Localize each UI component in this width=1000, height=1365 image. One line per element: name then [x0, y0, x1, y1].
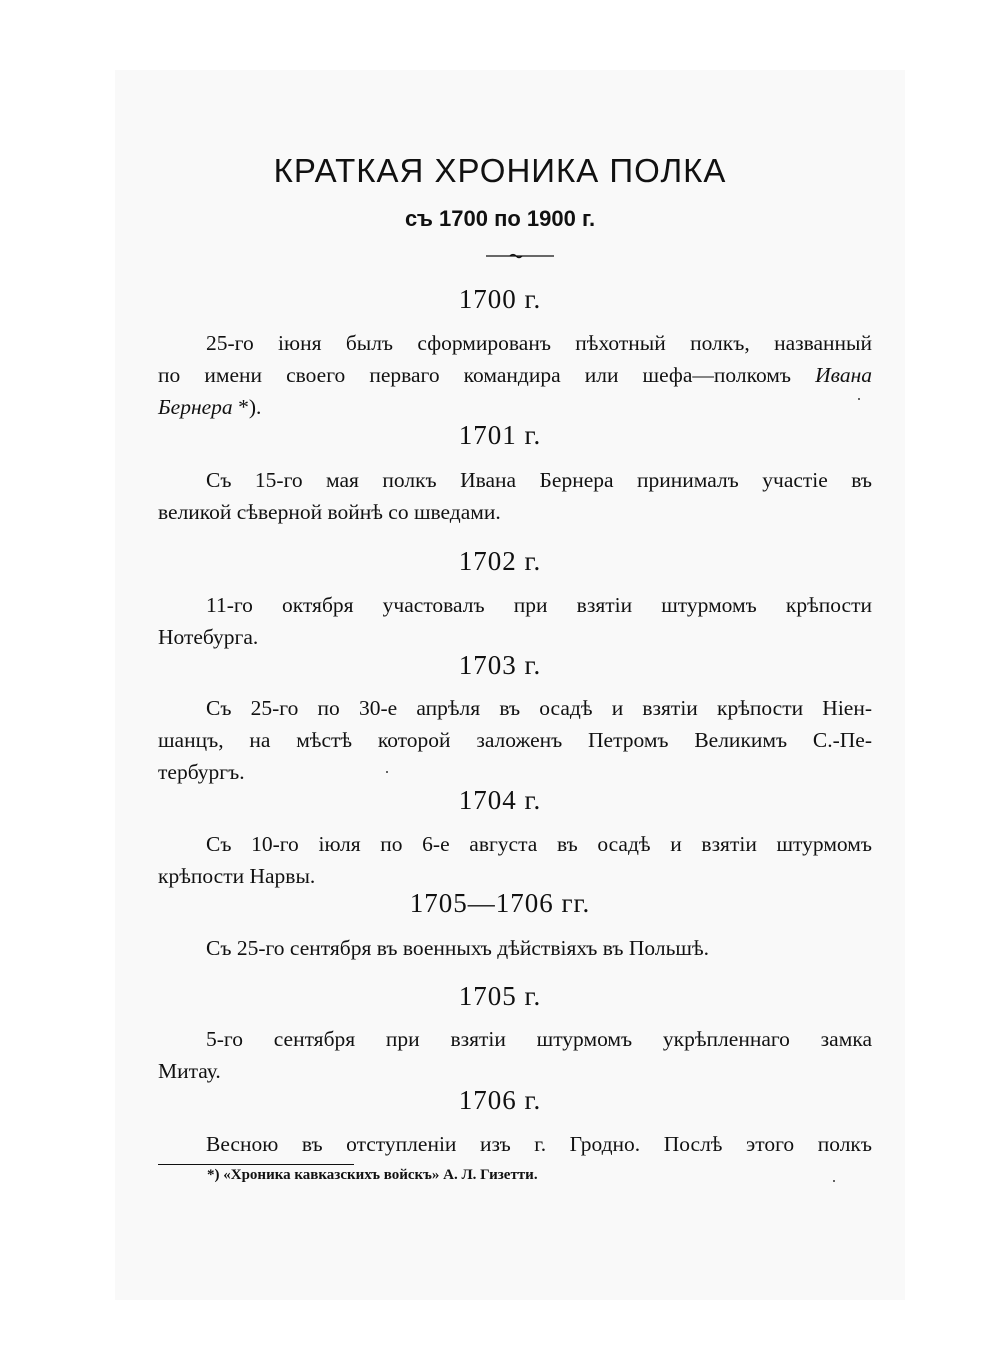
italic-name: Бернера — [158, 395, 233, 419]
entry-line: Съ 15-го мая полкъ Ивана Бернера принималъ участіе въ — [206, 468, 872, 492]
footnote-marker: *). — [238, 395, 262, 419]
entry-line: крѣпости Нарвы. — [158, 864, 316, 888]
entry-text-1706 — [158, 1128, 872, 1160]
entry-line: Нотебурга. — [158, 625, 259, 649]
entry-line — [158, 391, 872, 423]
footnote: *) «Хроника кавказскихъ войскъ» А. Л. Гизетти. — [207, 1167, 538, 1183]
year-heading-1704: 1704 г. — [458, 785, 542, 815]
year-heading-1705: 1705 г. — [458, 981, 542, 1011]
entry-line: 11-го октября участовалъ при взятіи штурмомъ крѣпости — [206, 593, 872, 617]
year-heading-1705-1706: 1705—1706 гг. — [409, 888, 591, 918]
entry-text-1704 — [158, 828, 872, 892]
page-subtitle: съ 1700 по 1900 г. — [404, 206, 596, 231]
entry-text-1703 — [158, 692, 872, 788]
year-heading-1706: 1706 г. — [458, 1085, 542, 1115]
entry-line: Съ 25-го по 30-е апрѣля въ осадѣ и взятіи крѣпости Ніен- — [206, 696, 872, 720]
entry-text-1705 — [158, 1023, 872, 1087]
entry-line: тербургъ. — [158, 760, 245, 784]
year-heading-1702: 1702 г. — [458, 546, 542, 576]
entry-text-1700 — [158, 327, 872, 423]
entry-text-1705-1706 — [158, 932, 872, 964]
year-heading-1701: 1701 г. — [458, 420, 542, 450]
entry-line: шанцъ, на мѣстѣ которой заложенъ Петромъ Великимъ С.-Пе- — [158, 728, 872, 752]
entry-line: великой сѣверной войнѣ со шведами. — [158, 500, 501, 524]
entry-line: 5-го сентября при взятіи штурмомъ укрѣпленнаго замка — [206, 1027, 872, 1051]
footnote-rule — [158, 1164, 354, 1165]
scan-speck — [833, 1180, 835, 1182]
ornament-divider-icon — [470, 251, 560, 261]
entry-line: Съ 10-го іюля по 6-е августа въ осадѣ и взятіи штурмомъ — [206, 832, 872, 856]
entry-line: Весною въ отступленіи изъ г. Гродно. Послѣ этого полкъ — [206, 1132, 872, 1156]
entry-line-text: по имени своего перваго командира или шефа—полкомъ — [158, 363, 792, 387]
entry-line — [158, 359, 872, 391]
entry-line: Съ 25-го сентября въ военныхъ дѣйствіяхъ въ Польшѣ. — [206, 936, 709, 960]
entry-text-1702 — [158, 589, 872, 653]
entry-text-1701 — [158, 464, 872, 528]
scan-speck — [858, 398, 860, 400]
italic-name: Ивана — [815, 363, 873, 387]
year-heading-1700: 1700 г. — [458, 284, 542, 314]
year-heading-1703: 1703 г. — [458, 650, 542, 680]
entry-line: 25-го іюня былъ сформированъ пѣхотный полкъ, названный — [206, 331, 872, 355]
page-title: КРАТКАЯ ХРОНИКА ПОЛКА — [273, 152, 727, 189]
entry-line: Митау. — [158, 1059, 221, 1083]
scan-speck — [386, 771, 388, 773]
